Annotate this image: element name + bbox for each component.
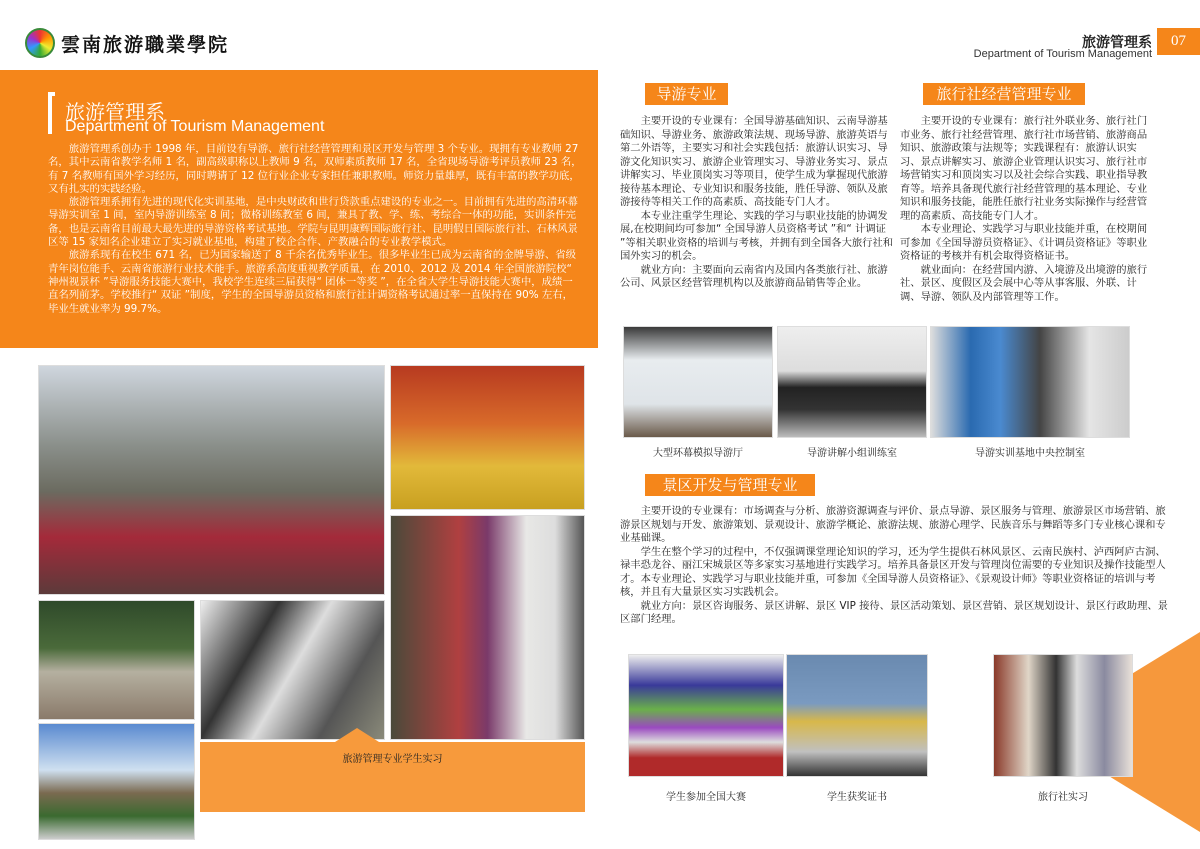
title-bracket bbox=[48, 92, 55, 134]
intro-paragraph: 旅游管理系创办于 1998 年，目前设有导游、旅行社经营管理和景区开发与管理 3 个专业。现拥有专业教师 27 名，其中云南省教学名师 1 名，副高级职称以上教师 9 名，双师素质教师 17 名，全省现场导游考评员教师 23 名，有 7 名教师有国外学习经历，同时聘请了 12 位行业企业专家担任兼职教师。师资力量雄厚，既有丰富的教学功底，又有扎实的实践经验。 bbox=[48, 143, 582, 195]
scenic-section-label: 景区开发与管理专业 bbox=[645, 474, 815, 496]
guide-text bbox=[620, 115, 895, 291]
school-emblem-icon bbox=[25, 28, 55, 58]
page-number: 07 bbox=[1157, 28, 1200, 55]
header-dept-cn: 旅游管理系 bbox=[1082, 35, 1152, 51]
facility-caption: 大型环幕模拟导游厅 bbox=[653, 448, 743, 459]
guide-section-label: 导游专业 bbox=[645, 83, 728, 105]
scenic-paragraph: 就业方向：景区咨询服务、景区讲解、景区 VIP 接待、景区活动策划、景区营销、景区规划设计、景区行政助理、景区部门经理。 bbox=[620, 599, 1168, 625]
scenic-paragraph: 主要开设的专业课有：市场调查与分析、旅游资源调查与评价、景点导游、景区服务与管理、旅游景区市场营销、旅游景区规划与开发、旅游策划、景观设计、旅游学概论、旅游法规、旅游心理学、民族音乐与舞蹈等多门专业核心课和专业基础课。 bbox=[620, 505, 1166, 544]
school-logo bbox=[25, 28, 229, 58]
facility-caption: 导游实训基地中央控制室 bbox=[975, 448, 1085, 459]
agency-text bbox=[900, 115, 1152, 304]
agency-section-label: 旅行社经营管理专业 bbox=[923, 83, 1085, 105]
agency-paragraph: 就业面向：在经营国内游、入境游及出境游的旅行社、景区、度假区及会展中心等从事客服、外联、计调、导游、领队及内部管理等工作。 bbox=[900, 263, 1148, 303]
national-contest-photo bbox=[628, 654, 784, 777]
control-room-photo bbox=[930, 326, 1130, 438]
guide-paragraph: 本专业注重学生理论、实践的学习与职业技能的协调发展,在校期间均可参加“ 全国导游人员资格考试 ”和“ 计调证 ”等相关职业资格的培训与考核，并拥有到全国各大旅行社和国外实习的机会。 bbox=[620, 209, 894, 262]
agency-paragraph: 主要开设的专业课有：旅行社外联业务、旅行社门市业务、旅行社经营管理、旅行社市场营销、旅游商品知识、旅游政策与法规等；实践课程有：旅游认识实习、景点讲解实习、旅游企业管理认识实习、旅行社市场营销实习和顶岗实习以及社会综合实践、职业指导教育等。培养具备现代旅行社经营管理的基本理论、专业知识和服务技能，能胜任旅行社业务实际操作与经营管理的高素质、高技能专门人才。 bbox=[900, 115, 1148, 222]
costume-performer-photo bbox=[390, 515, 585, 740]
stone-forest-group-photo bbox=[38, 365, 385, 595]
header-dept-en: Department of Tourism Management bbox=[973, 48, 1152, 60]
page-subtitle: Department of Tourism Management bbox=[65, 118, 325, 135]
student-photos-caption: 旅游管理专业学生实习 bbox=[342, 754, 443, 765]
bottom-photo-caption: 学生获奖证书 bbox=[827, 792, 887, 803]
page-title: 旅游管理系 bbox=[65, 100, 165, 124]
students-tour-photo bbox=[200, 600, 385, 740]
agency-paragraph: 本专业理论、实践学习与职业技能并重，在校期间可参加《全国导游员资格证》、《计调员资格证》等职业资格证的考核并有机会取得资格证书。 bbox=[900, 223, 1148, 262]
scenic-text bbox=[620, 505, 1168, 627]
guide-paragraph: 主要开设的专业课有：全国导游基础知识、云南导游基础知识、导游业务、旅游政策法规、现场导游、旅游英语与第二外语等，主要实习和社会实践包括：旅游认识实习、导游文化知识实习、旅游企业管理实习、导游业务实习、景点讲解实习、毕业顶岗实习等项目，使学生成为掌握现代旅游接待基本理论、专业知识和服务技能，胜任导游、领队及旅游接待等相关工作的高素质、高技能专门人才。 bbox=[620, 115, 888, 208]
travel-agency-internship-photo bbox=[993, 654, 1133, 777]
intro-text bbox=[48, 143, 583, 316]
guide-paragraph: 就业方向：主要面向云南省内及国内各类旅行社、旅游公司、风景区经营管理机构以及旅游商品销售等企业。 bbox=[620, 263, 888, 289]
monument-group-photo bbox=[38, 723, 195, 840]
garden-tour-photo bbox=[38, 600, 195, 720]
bottom-photo-caption: 学生参加全国大赛 bbox=[666, 792, 746, 803]
facility-caption: 导游讲解小组训练室 bbox=[807, 448, 897, 459]
intro-paragraph: 旅游管理系拥有先进的现代化实训基地，是中央财政和世行贷款重点建设的专业之一。目前拥有先进的高清环幕导游实训室 1 间，室内导游训练室 8 间；微格训练教室 6 间，兼具了教、学、练、考综合一体的功能，实训条件完备，也是云南省目前最大最先进的导游资格考试基地。学院与昆明康辉国际旅行社、昆明假日国际旅行社、石林风景区等 15 家知名企业建立了实习就业基地，构建了校企合作、产教融合的专业教学模式。 bbox=[48, 196, 578, 249]
panorama-hall-photo bbox=[623, 326, 773, 438]
scenic-paragraph: 学生在整个学习的过程中，不仅强调课堂理论知识的学习，还为学生提供石林风景区、云南民族村、泸西阿庐古洞、禄丰恐龙谷、丽江宋城景区等多家实习基地进行实践学习。培养具备景区开发与管理岗位需要的专业知识及操作技能型人才。本专业理论、实践学习与职业技能并重，可参加《全国导游人员资格证》、《景观设计师》等职业资格证的培训与考核，并且有大量景区实习实践机会。 bbox=[620, 545, 1166, 598]
school-name: 雲南旅游職業學院 bbox=[61, 33, 230, 56]
training-room-photo bbox=[777, 326, 927, 438]
bottom-photo-caption: 旅行社实习 bbox=[1038, 792, 1088, 803]
intro-paragraph: 旅游系现有在校生 671 名，已为国家输送了 8 千余名优秀毕业生。很多毕业生已成为云南省的金牌导游、省级青年岗位能手、云南省旅游行业技术能手。旅游系高度重视教学质量，在 2010、2012 及 2014 年全国旅游院校“ 神州视景杯 ”导游服务技能大赛中，我校学生连续三届获得“ 团体一等奖 ”，在全省大学生导游技能大赛中，成绩一直名列前茅。学校推行“ 双证 ”制度，学生的全国导游员资格和旅行社计调资格考试通过率一直保持在 90% 左右，毕业生就业率为 99.7%。 bbox=[48, 249, 577, 315]
culture-festival-photo bbox=[390, 365, 585, 510]
award-certificates-photo bbox=[786, 654, 928, 777]
caption-pointer bbox=[335, 728, 379, 742]
